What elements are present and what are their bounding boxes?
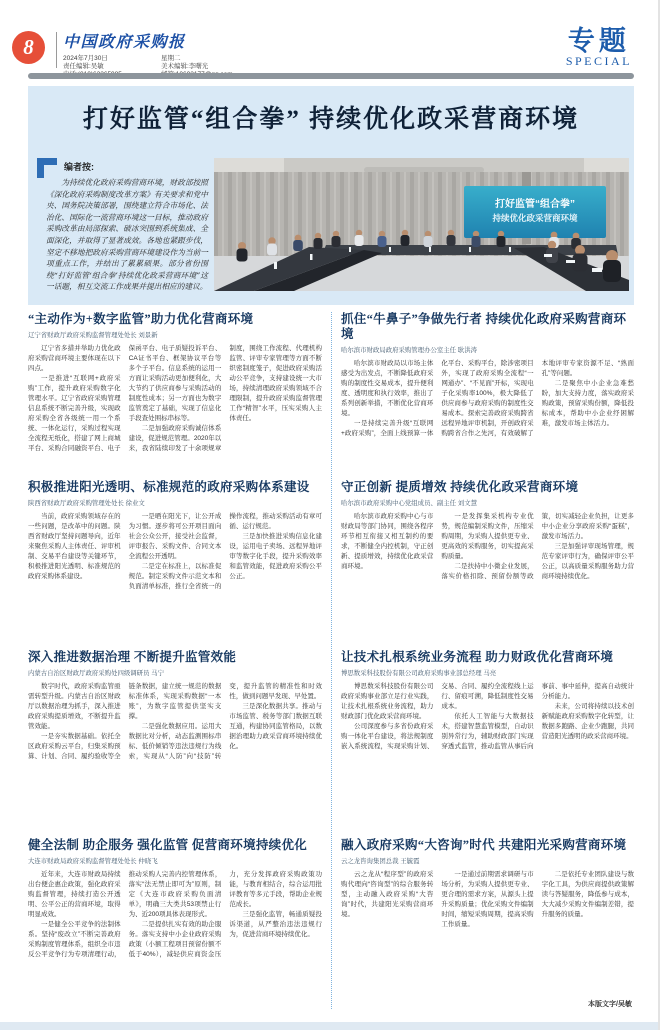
- art-editor: 美术编辑:李曙光: [161, 63, 209, 70]
- conference-photo-svg: [214, 158, 629, 291]
- article-headline: “主动作为+数字监管”助力优化营商环境: [28, 312, 254, 326]
- article-paragraph: 二是提供扎实有效的助企服务。落实支持中小企业政府采购政策（小额工程项目预留份额不低于40%），减轻供应商资金压力，充分发挥政府采购政策功能，与教育相结合，综合运用批评教育等多元手段，帮助企业规范成长。: [128, 871, 322, 958]
- article-byline: 哈尔滨市财政局政府采购管理办公室主任 耿洪涛: [341, 347, 477, 354]
- article-body: [341, 682, 634, 832]
- page-title: 打好监管“组合拳” 持续优化政采营商环境: [82, 106, 580, 133]
- article-paragraph: 哈尔滨市政府采购中心与市财政局等部门协同，围绕各程序环节相互衔接又相互制约的要求，不断健全内控机制，守正创新、提质增效，持续优化政采营商环境。: [341, 513, 434, 570]
- article-headline: 积极推进阳光透明、标准规范的政府采购体系建设: [28, 480, 310, 494]
- article-paragraph: 辽宁省多措并举助力优化政府采购营商环境主要体现在以下四点。: [28, 345, 121, 372]
- article-paragraph: 哈尔滨市财政局以市场主体感受为出发点，不断降低政府采购的制度性交易成本，提升便利度、透明度和执行效率，推出了系列创新举措，不断优化营商环境。: [341, 360, 434, 417]
- header-rule: [28, 73, 634, 79]
- article-headline: 深入推进数据治理 不断提升监管效能: [28, 650, 237, 664]
- article-paragraph: 未来，公司将持续以技术创新赋能政府采购数字化转型，让数据多跑路、企业少跑腿，共同营造阳光透明的政采营商环境。: [541, 703, 634, 740]
- article-paragraph: 三是加强评审现场管理，规范专家评审行为，确保评审公平公正，以高质量采购服务助力营商环境持续优化。: [541, 543, 634, 580]
- editor-note-text: 为持续优化政府采购营商环境，财政部按照《深化政府采购制度改革方案》有关要求和党中央、国务院决策部署，围绕建立符合市场化、法治化、国际化一流营商环境这一目标，推动政府采购改革由局部探索、破冰突围到系统集成、全面深化，并取得了显著成效。各地也紧跟步伐，坚定不移地把政府采购营商环境建设作为当前一项重点工作，并结出了累累硕果。部分省份围绕“打好监管‘组合拳’持续优化政采营商环境”这一话题，相互交流工作成果并提出相应的建议。: [46, 178, 208, 292]
- feature-panel: [28, 86, 634, 305]
- article-paragraph: 三是加快推进采购信息化建设，运用电子卖场、远程异地评审等数字化手段，提升采购效率和监管效能，促进政府采购公平公正。: [229, 533, 322, 580]
- articles-section: [28, 312, 634, 1009]
- article-paragraph: 二是依托专业团队建设与数字化工具，为供应商提供政策解读与答疑服务，降低参与成本，大大减少采购文件编制差错，提升服务的质量。: [541, 871, 634, 918]
- article-paragraph: 一是发挥集采机构专业优势，规范编制采购文件，压缩采购周期，为采购人提供更专业、更高效的采购服务，切实提高采购质量。: [441, 513, 534, 560]
- newspaper-logo: 中国政府采购报: [63, 32, 186, 51]
- article: [341, 650, 634, 838]
- article-body: [28, 870, 322, 990]
- article-paragraph: 当前，政府采购领域存在的一些问题，是改革中的问题。陕西省财政厅坚持问题导向，近年来聚焦采购人主体责任、评审机制、交易平台建设等关键环节，积极推进阳光透明、标准规范的政府采购体系建设。: [28, 513, 121, 580]
- article-body: [28, 512, 322, 644]
- masthead-divider: [56, 32, 57, 68]
- photo-screen-line1: 打好监管“组合拳”: [495, 199, 575, 210]
- photo-screen-line2: 持续优化政采营商环境: [492, 213, 578, 223]
- article-paragraph: 云之龙从“程序型”的政府采购代理向“咨询型”的综合服务转型，主动融入政府采购“大咨询”时代，共建阳光采购营商环境。: [341, 871, 434, 918]
- article-paragraph: 一是晒在阳光下，让公开成为习惯。逐步将可公开项目面向社会公众公开，接受社会监督，评审报告、采购文件、合同文本全流程公开透明。: [128, 513, 222, 560]
- editor-note-title: 编者按:: [64, 162, 94, 172]
- article: [28, 838, 322, 996]
- article-paragraph: 一是推进“互联网+政府采购”工作，提升政府采购数字化管理水平。辽宁省政府采购管理信息系统不断完善升级，实现政府采购全省各级统一用一个系统、一体化运行，采购过程实现全流程无纸化，搭建了网上商城平台、采购合同融资平台、电子保函平台、电子质疑投诉平台、CA证书平台、框架协议平台等多个子平台。信息系统的运用一方面让采购活动更加便利化，大大节约了供应商参与采购活动的制度性成本；另一方面也为数字监管奠定了基础，实现了信息化手段查处围标串标等。: [28, 345, 222, 452]
- page-number-badge: 8: [12, 31, 45, 64]
- masthead: [63, 29, 233, 79]
- article-byline: 大连市财政局政府采购监督管理处处长 仲晓飞: [28, 858, 158, 865]
- section-title-cn: 专题: [567, 26, 630, 56]
- article: [28, 312, 322, 480]
- article-paragraph: 一是健全公平竞争的法制体系。坚持“废改立”不断完善政府采购制度管理体系，组织全市违反公平竞争行为专项清理行动，推动采购人完善内控管理体系，落实“法无禁止即可为”原则，制定《大连市政府采购负面清单》，明确三大类共53项禁止行为、近200项具体表现形式。: [28, 871, 222, 958]
- article-paragraph: 一是通过前期需求调研与市场分析，为采购人提供更专业、更合理的需求方案，从源头上提升采购质量；优化采购文件编制时间，缩短采购周期，提高采购工作质量。: [441, 871, 534, 928]
- article: [341, 480, 634, 650]
- conference-photo: [214, 158, 629, 291]
- article-byline: 内蒙古自治区财政厅政府采购处四级调研员 马宁: [28, 670, 164, 677]
- article: [28, 650, 322, 838]
- article: [341, 838, 634, 996]
- article-paragraph: 一是持续完善升级“互联网+政府采购”，全面上线预算一体化平台、采购平台，除涉密项目外，实现了政府采购全流程“一网通办”、“不见面”开标，实现电子化采购率100%，极大降低了供应商参与政府采购的制度性交易成本。探索完善政府采购跨省远程异地评审机制，开创政府采购跨省合作之先河，有效破解了本地评审专家资源不足、“熟面孔”等问题。: [341, 360, 634, 437]
- article-byline: 辽宁省财政厅政府采购监督管理处处长 刘景新: [28, 332, 158, 339]
- article: [28, 480, 322, 650]
- article-paragraph: 二是定在标准上，以标准促规范。制定采购文件示范文本和负面清单标准，推行全省统一的操作流程，推动采购活动有章可循、运行规范。: [128, 513, 322, 590]
- article: [341, 312, 634, 480]
- right-column: [331, 312, 634, 1009]
- article-body: [341, 870, 634, 990]
- article-byline: 哈尔滨市政府采购中心党组成员、副主任 刘文慧: [341, 500, 477, 507]
- pub-date: 2024年7月30日: [63, 55, 108, 62]
- left-column: [28, 312, 331, 1009]
- editor-note: [36, 160, 212, 293]
- article-byline: 云之龙咨询集团总裁 王毓霞: [341, 858, 420, 865]
- article-paragraph: 二是强化数据应用。运用大数据比对分析，动态监测围标串标、低价倾销等违法违规行为线索，实现从“人防”向“技防”转变，提升监管的精准性和时效性，做到问题早发现、早处置。: [128, 683, 322, 760]
- article-paragraph: 一是夯实数据基础。依托全区政府采购云平台，归集采购预算、计划、合同、履约验收等全链条数据，建立统一规范的数据标准体系，实现采购数据“一本账”，为数字监管提供坚实支撑。: [28, 683, 222, 760]
- pub-weekday: 星期二: [161, 55, 181, 62]
- page-bottom-edge: [0, 1022, 660, 1030]
- article-body: [341, 359, 634, 480]
- article-byline: 陕西省财政厅政府采购管理处处长 徐业文: [28, 500, 145, 507]
- article-paragraph: 二是聚焦中小企业急难愁盼，加大支持力度，落实政府采购政策，预留采购份额，降低投标成本，帮助中小企业纾困解难，激发市场主体活力。: [541, 380, 634, 427]
- article-paragraph: 依托人工智能与大数据技术，搭建智慧监管模型，自动识别异常行为，辅助财政部门实现穿透式监管，推动监管从事后向事前、事中延伸，提高自动统计分析能力。: [441, 683, 634, 750]
- article-body: [28, 682, 322, 832]
- article-paragraph: 数字时代，政府采购监管亟需转型升级。内蒙古自治区财政厅以数据治理为抓手，深入推进政府采购提质增效，不断提升监管效能。: [28, 683, 121, 730]
- article-byline: 博思数采科技股份有限公司政府采购事业部总经理 马亮: [341, 670, 497, 677]
- article-paragraph: 博思数采科技股份有限公司政府采购事业部立足行业实践，让技术扎根系统业务流程，助力财政部门优化政采营商环境。: [341, 683, 434, 720]
- article-body: [341, 512, 634, 644]
- section-label: [566, 27, 632, 68]
- article-paragraph: 近年来，大连市财政局持续出台便企惠企政策，强化政府采购监督管理，持续打造公开透明、公平公正的营商环境，取得明显成效。: [28, 871, 121, 918]
- article-paragraph: 公司深度参与多省份政府采购一体化平台建设，将法规制度嵌入系统流程，实现采购计划、交易、合同、履约全流程线上运行、留痕可溯，降低制度性交易成本。: [341, 683, 534, 750]
- article-paragraph: 三是深化数据共享。推动与市场监管、税务等部门数据互联互通，构建协同监管格局，以数据治理助力政采营商环境持续优化。: [229, 703, 322, 750]
- article-paragraph: 二是加强政府采购诚信体系建设，促进规范管理。2020年以来，我省陆续印发了十余项规章制度，围绕工作流程、代理机构监管、评审专家管理等方面不断织密制度笼子，促进政府采购活动公平竞争，支持建设统一大市场，持续清理政府采购领域不合理限制，提升政府采购监督管理工作“精智”水平，压实采购人主体责任。: [128, 345, 322, 452]
- article-headline: 融入政府采购“大咨询”时代 共建阳光采购营商环境: [341, 838, 627, 852]
- article-headline: 让技术扎根系统业务流程 助力财政优化营商环境: [341, 650, 614, 664]
- note-corner-mark: [37, 158, 57, 178]
- article-headline: 健全法制 助企服务 强化监管 促营商环境持续优化: [28, 838, 308, 852]
- page-credit: 本版文字/吴敏: [588, 1001, 632, 1008]
- article-paragraph: 三是强化监管，畅通质疑投诉渠道，从严整治违法违规行为，促进营商环境持续优化。: [229, 911, 322, 938]
- article-headline: 抓住“牛鼻子”争做先行者 持续优化政府采购营商环境: [341, 312, 627, 341]
- section-title-en: SPECIAL: [565, 54, 632, 68]
- article-body: [28, 344, 322, 474]
- duty-editor: 责任编辑:吴敏: [63, 63, 104, 70]
- article-headline: 守正创新 提质增效 持续优化政采营商环境: [341, 480, 579, 494]
- article-paragraph: 二是扶持中小微企业发展，落实价格扣除、预留份额等政策，切实减轻企业负担，让更多中小企业分享政府采购“蛋糕”，激发市场活力。: [441, 513, 634, 580]
